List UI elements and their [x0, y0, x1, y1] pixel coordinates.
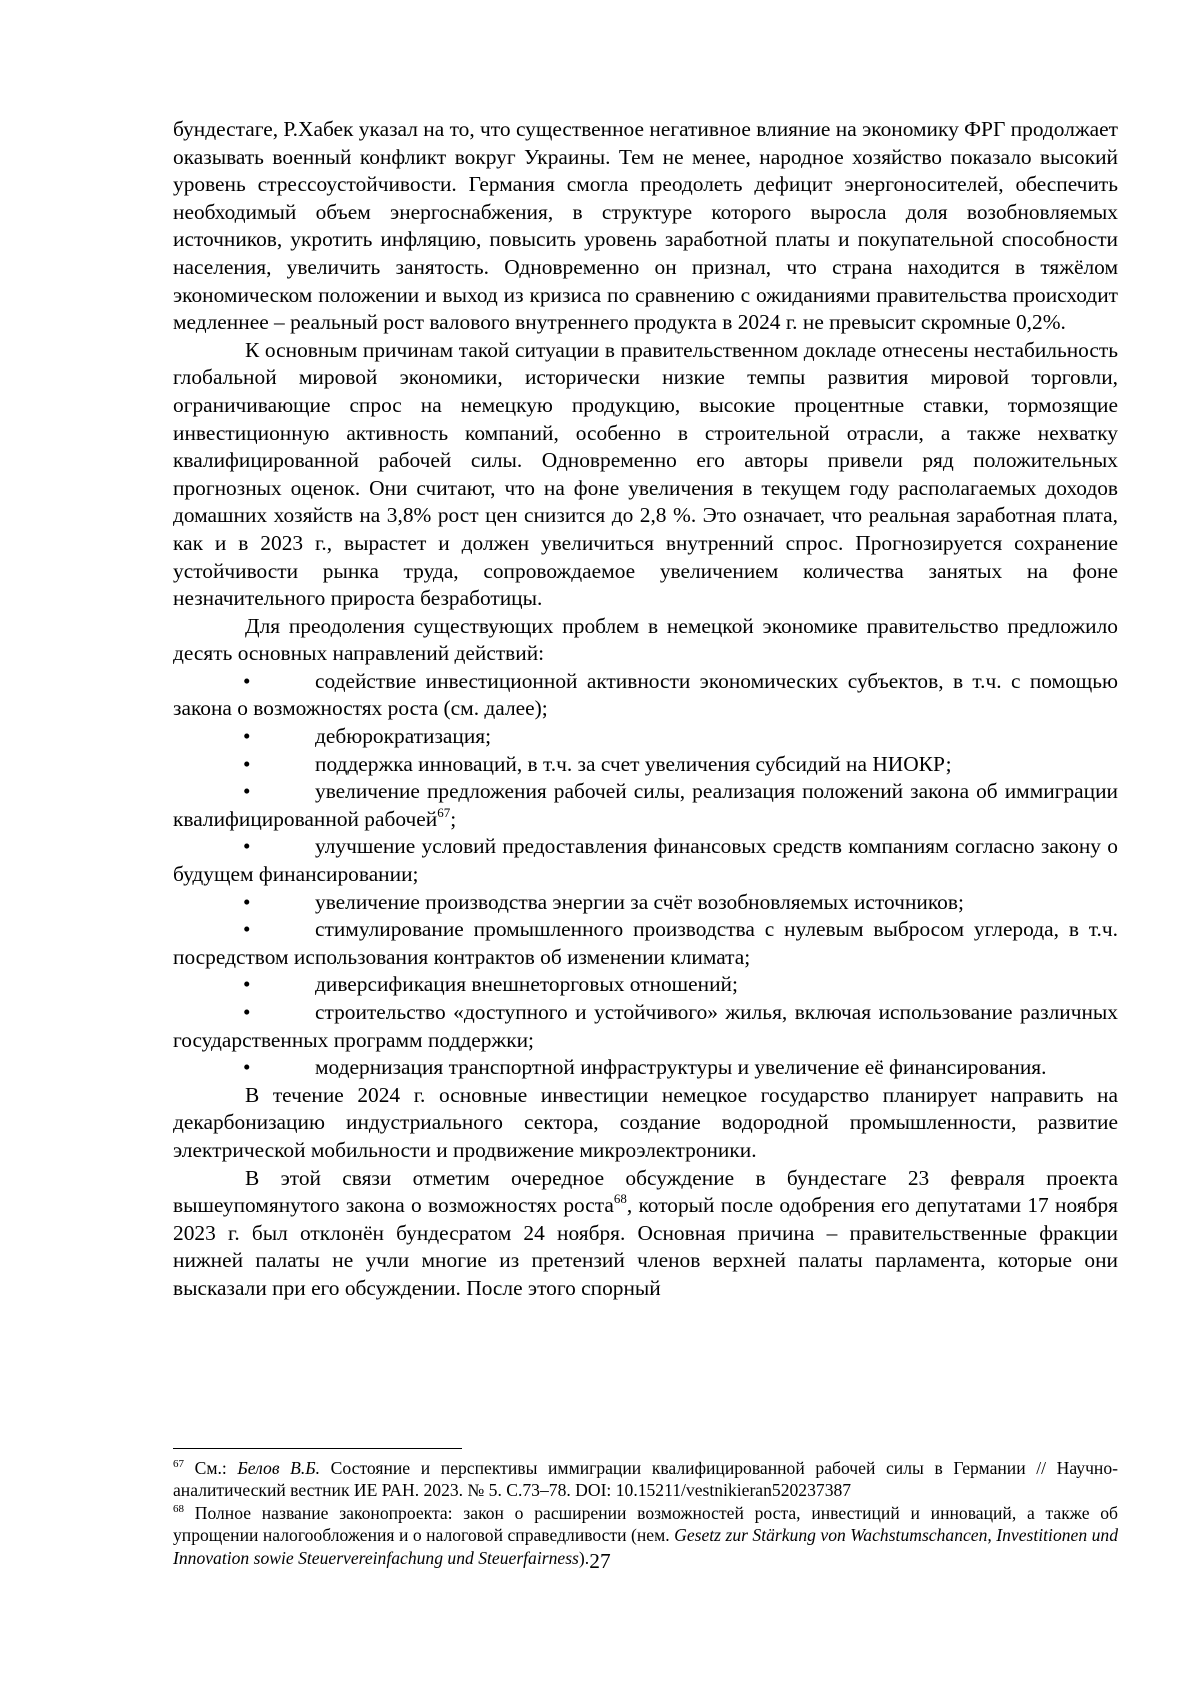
- bullet-icon: •: [243, 889, 251, 914]
- bullet-icon: •: [243, 1055, 251, 1080]
- bullet-icon: •: [243, 834, 251, 859]
- list-item: • строительство «доступного и устойчивого» жилья, включая использование различных государственных программ поддержки;: [173, 1000, 1118, 1052]
- paragraph-2: К основным причинам такой ситуации в правительственном докладе отнесены нестабильность глобальной мировой экономики, исторически низкие темпы развития мировой торговли, ограничивающие спрос на немецкую продукцию, высокие процентные ставки, тормозящие инвестиционную активность компаний, особенно в строительной отрасли, а также нехватку квалифицированной рабочей силы. Одновременно его авторы привели ряд положительных прогнозных оценок. Они считают, что на фоне увеличения в текущем году располагаемых доходов домашних хозяйств на 3,8% рост цен снизится до 2,8 %. Это означает, что реальная заработная плата, как и в 2023 г., вырастет и должен увеличиться внутренний спрос. Прогнозируется сохранение устойчивости рынка труда, сопровождаемое увеличением количества занятых на фоне незначительного прироста безработицы.: [173, 337, 1118, 611]
- footnote-author: Белов В.Б.: [237, 1458, 321, 1478]
- bullet-icon: •: [243, 917, 251, 942]
- paragraph-4: В течение 2024 г. основные инвестиции немецкое государство планирует направить на декарбонизацию индустриального сектора, создание водородной промышленности, развитие электрической мобильности и продвижение микроэлектроники.: [173, 1082, 1118, 1162]
- list-item: • модернизация транспортной инфраструктуры и увеличение её финансирования.: [173, 1054, 1118, 1082]
- footnote-number: 68: [173, 1502, 184, 1515]
- footnote-67: $^{67}$ См.: Белов В.Б. Состояние и перспективы иммиграции квалифицированной рабочей силы в Германии // Научно-аналитический вестник ИЕ РАН. 2023. № 5. С.73–78. DOI: 10.15211/vestnikieran520237387: [173, 1458, 1119, 1501]
- footnote-ref-68[interactable]: 68: [613, 1191, 627, 1207]
- bullet-icon: •: [243, 724, 251, 749]
- list-item: • увеличение производства энергии за счёт возобновляемых источников;: [173, 889, 1118, 917]
- list-item: • дебюрократизация;: [173, 723, 1118, 751]
- paragraph-3: Для преодоления существующих проблем в немецкой экономике правительство предложило десять основных направлений действий:: [173, 613, 1118, 666]
- footnote-ref-67[interactable]: 67: [437, 804, 451, 820]
- list-item: • увеличение предложения рабочей силы, реализация положений закона об иммиграции квалифицированной рабочей$^{67}$;: [173, 779, 1118, 831]
- list-item: • улучшение условий предоставления финансовых средств компаниям согласно закону о будущем финансировании;: [173, 834, 1118, 887]
- bullet-icon: •: [243, 972, 251, 997]
- body-text: [173, 116, 1118, 1303]
- footnote-68: $^{68}$ Полное название законопроекта: закон о расширении возможностей роста, инвестиций и инноваций, а также об упрощении налогообложения и о налоговой справедливости (нем. Gesetz zur Stärkung von Wachstumschancen, Investitionen und Innovation sowie Steuervereinfachung und Steuerfairness).: [173, 1502, 1118, 1568]
- page-number: 27: [589, 1549, 611, 1573]
- list-item: • стимулирование промышленного производства с нулевым выбросом углерода, в т.ч. посредством использования контрактов об изменении климата;: [173, 917, 1118, 969]
- bullet-icon: •: [243, 668, 251, 693]
- footnote-number: 67: [173, 1458, 184, 1470]
- list-item: • содействие инвестиционной активности экономических субъектов, в т.ч. с помощью закона о возможностях роста (см. далее);: [173, 668, 1118, 721]
- bullet-icon: •: [243, 751, 251, 776]
- footnote-separator: [173, 1448, 462, 1449]
- bullet-icon: •: [243, 779, 251, 804]
- paragraph-5: В этой связи отметим очередное обсуждение в бундестаге 23 февраля проекта вышеупомянутого закона о возможностях роста$^{68}$, который после одобрения его депутатами 17 ноября 2023 г. был отклонён бундесратом 24 ноября. Основная причина – правительственные фракции нижней палаты не учли многие из претензий членов верхней палаты парламента, которые они высказали при его обсуждении. После этого спорный: [173, 1165, 1118, 1300]
- list-item: • диверсификация внешнеторговых отношений;: [173, 971, 1118, 999]
- footnote-german-title: Gesetz zur Stärkung von Wachstumschancen, Investitionen und Innovation sowie Steuervereinfachung und Steuerfairness: [173, 1525, 1118, 1568]
- bullet-icon: •: [243, 1000, 251, 1024]
- list-item: • поддержка инноваций, в т.ч. за счет увеличения субсидий на НИОКР;: [173, 751, 1118, 779]
- paragraph-1: бундестаге, Р.Хабек указал на то, что существенное негативное влияние на экономику ФРГ продолжает оказывать военный конфликт вокруг Украины. Тем не менее, народное хозяйство показало высокий уровень стрессоустойчивости. Германия смогла преодолеть дефицит энергоносителей, обеспечить необходимый объем энергоснабжения, в структуре которого выросла доля возобновляемых источников, укротить инфляцию, повысить уровень заработной платы и покупательной способности населения, увеличить занятость. Одновременно он признал, что страна находится в тяжёлом экономическом положении и выход из кризиса по сравнению с ожиданиями правительства происходит медленнее – реальный рост валового внутреннего продукта в 2024 г. не превысит скромные 0,2%.: [173, 117, 1118, 335]
